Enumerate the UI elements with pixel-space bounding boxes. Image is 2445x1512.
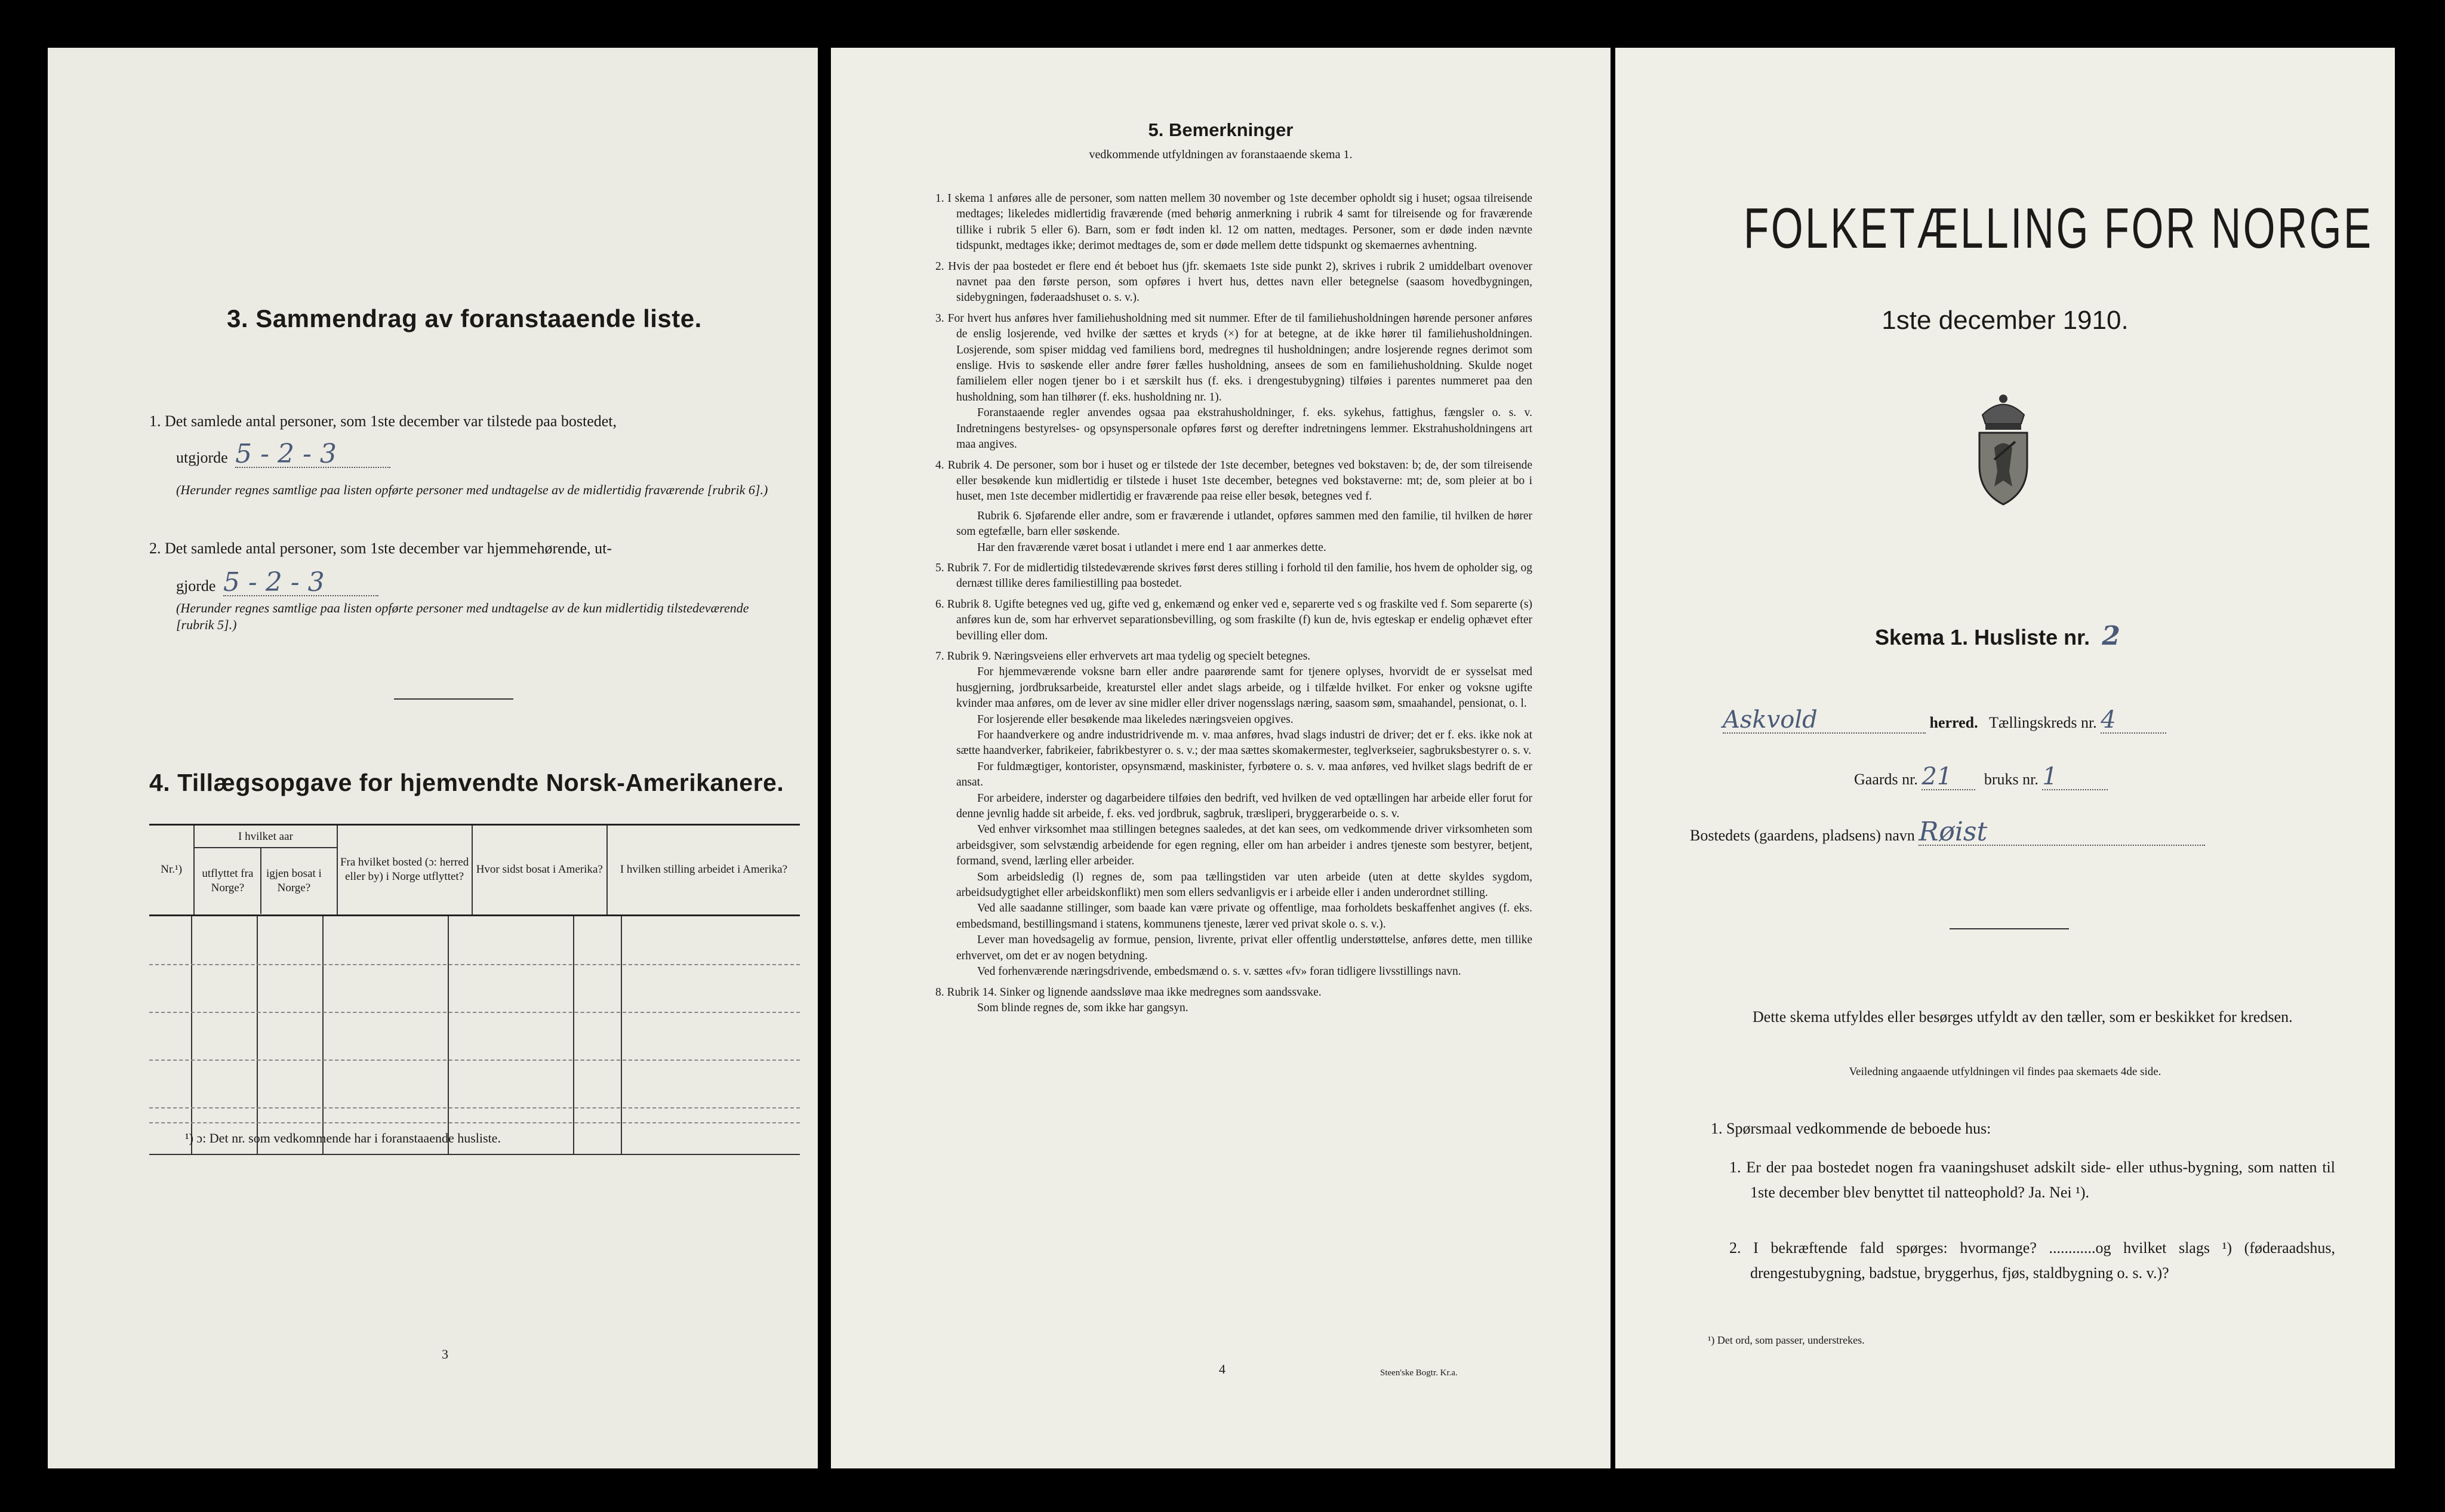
- table-footnote: ¹) ɔ: Det nr. som vedkommende har i foranstaaende husliste.: [185, 1131, 501, 1145]
- col-igjen: igjen bosat i Norge?: [260, 848, 326, 914]
- item-1-utgjorde: [176, 439, 390, 470]
- cover-title: FOLKETÆLLING FOR NORGE: [1744, 196, 2373, 260]
- remarks-subtitle: vedkommende utfyldningen av foranstaaende skema 1.: [1089, 148, 1353, 161]
- col-fra-hvilket: Fra hvilket bosted (ɔ: herred eller by) i Norge utflyttet?: [337, 826, 472, 915]
- remark-item: Ved enhver virksomhet maa stillingen betegnes saaledes, at det kan sees, om vedkommende driver virksomheten som arbeidsgiver, som selvstændig arbeidende for egen regning, eller om han arbeider i andres tjeneste som bestyrer, betjent, formand, svend, lærling eller arbeider.: [956, 823, 1532, 868]
- bruks-value: 1: [2042, 764, 2108, 790]
- kreds-label: Tællingskreds nr.: [1989, 714, 2097, 731]
- remark-item: Ved forhenværende næringsdrivende, embedsmænd o. s. v. sættes «fv» foran tidligere livsstillings navn.: [977, 965, 1461, 978]
- remark-item: For hjemmeværende voksne barn eller andre paarørende samt for tjenere oplyses, hvorvidt de er sysselsat med husgjerning, jordbruksarbeide, kreaturstel eller andet slags arbeide, og i tilfælde hvilket. For enker og voksne ugifte kvinder maa anføres, om de lever av sine midler eller driver nogensslags næring, saasom søm, smaahandel, pensionat, o. l.: [956, 666, 1532, 710]
- table-row: [149, 964, 800, 965]
- page-number: 3: [442, 1347, 448, 1362]
- item-2-utgjorde: [176, 567, 378, 599]
- cover-intro: Dette skema utfyldes eller besørges utfyldt av den tæller, som er beskikket for kredsen.: [1753, 1008, 2293, 1026]
- remark-item: Lever man hovedsagelig av formue, pension, livrente, privat eller offentlig understøttelse, anføres dette, men tillike erhvervet, om det er av nogen betydning.: [956, 934, 1532, 962]
- question-2: 2. I bekræftende fald spørges: hvormange? ............og hvilket slags ¹) (føderaadshus, drengestubygning, badstue, bryggerhus, fjøs, staldbygning o. s. v.)?: [1729, 1239, 2335, 1282]
- item-1-text: 1. Det samlede antal personer, som 1ste december var tilstede paa bostedet,: [149, 412, 617, 430]
- section-4-title: 4. Tillægsopgave for hjemvendte Norsk-Amerikanere.: [149, 769, 784, 796]
- cover-footnote: ¹) Det ord, som passer, understrekes.: [1708, 1334, 1865, 1346]
- remark-item: 7. Rubrik 9. Næringsveiens eller erhvervets art maa tydelig og specielt betegnes.: [935, 649, 1311, 663]
- kreds-value: 4: [2101, 707, 2166, 734]
- coat-of-arms-icon: [1959, 382, 2048, 507]
- col-group-label: I hvilket aar: [195, 826, 336, 848]
- gaards-line: [1854, 764, 2108, 792]
- question-1: 1. Er der paa bostedet nogen fra vaaningshuset adskilt side- eller uthus-bygning, som natten til 1ste december blev benyttet til natteophold? Ja. Nei ¹).: [1729, 1159, 2335, 1201]
- remarks-title: 5. Bemerkninger: [1148, 119, 1294, 140]
- herred-line: [1723, 707, 2355, 735]
- remark-item: Ved alle saadanne stillinger, som baade kan være private og offentlige, maa forholdets beskaffenhet angives (f. eks. embedsmand, bestillingsmand i statens, kommunens tjeneste, lærer ved privat skole o. s. v.).: [956, 902, 1532, 931]
- page-3: [48, 48, 818, 1468]
- page-4: [831, 48, 1611, 1468]
- remark-item: Som blinde regnes de, som ikke har gangsyn.: [977, 1001, 1188, 1014]
- norsk-amerikanere-table: [149, 824, 800, 1155]
- remark-item: Foranstaaende regler anvendes ogsaa paa ekstrahusholdninger, f. eks. sykehus, fattighus, fængsler o. s. v. Indretningens bestyrelses- og opsynspersonale opføres først og derefter indretningens lemmer. Ekstrahusholdningens art maa angives.: [956, 407, 1532, 451]
- remark-item: Som arbeidsledig (l) regnes de, som paa tællingstiden var uten arbeide (uten at dette skyldes sygdom, arbeidsudygtighet eller arbeidskonflikt) men som ellers sedvanligvis er i arbeide eller i anden underordnet stilling.: [956, 870, 1532, 900]
- col-group-year: [194, 826, 337, 915]
- bosted-label: Bostedets (gaardens, pladsens) navn: [1690, 827, 1915, 844]
- herred-label: herred.: [1929, 714, 1978, 731]
- item-1-handwritten-value: 5 - 2 - 3: [235, 442, 390, 468]
- skema-label: Skema 1. Husliste nr.: [1875, 625, 2090, 649]
- table-footer-rule: [149, 1122, 800, 1123]
- remark-item: Har den fraværende været bosat i utlandet i mere end 1 aar anmerkes dette.: [977, 541, 1326, 554]
- item-2-note: (Herunder regnes samtlige paa listen opførte personer med undtagelse av de kun midlertidig tilstedeværende [rubrik 5].): [176, 601, 749, 632]
- cover-intro-small: Veiledning angaaende utfyldningen vil findes paa skemaets 4de side.: [1849, 1066, 2161, 1078]
- page-number: 4: [1219, 1362, 1225, 1376]
- remark-item: 8. Rubrik 14. Sinker og lignende aandssløve maa ikke medregnes som aandssvake.: [935, 986, 1322, 999]
- printer-mark: Steen'ske Bogtr. Kr.a.: [1380, 1368, 1458, 1378]
- herred-value: Askvold: [1723, 707, 1926, 734]
- bruks-label: bruks nr.: [1984, 771, 2038, 788]
- col-nr: Nr.¹): [149, 826, 194, 915]
- table-row: [149, 1012, 800, 1013]
- item-2-text: 2. Det samlede antal personer, som 1ste december var hjemmehørende, ut-: [149, 540, 612, 557]
- col-hvor-sidst: Hvor sidst bosat i Amerika?: [472, 826, 607, 915]
- bosted-line: [1690, 817, 2205, 848]
- col-stilling: I hvilken stilling arbeidet i Amerika?: [607, 826, 800, 915]
- remarks-list: [935, 191, 1532, 1016]
- remark-item: Rubrik 6. Sjøfarende eller andre, som er fraværende i utlandet, opføres sammen med den familie, til hvilken de hører som egtefælle, barn eller søskende.: [956, 509, 1532, 538]
- col-utflyttet: utflyttet fra Norge?: [202, 867, 254, 895]
- remark-item: 4. Rubrik 4. De personer, som bor i huset og er tilstede der 1ste december, betegnes ved bokstaven: b; de, der som tilreisende eller besøkende kun midlertidig er tilstede i huset 1ste december, betegnes ved bokstaverne: mt; de, som pleier at bo i huset, men 1ste december midlertidig er fraværende paa reise eller besøk, betegnes ved f.: [935, 458, 1532, 503]
- table-row: [149, 1060, 800, 1061]
- remark-item: 1. I skema 1 anføres alle de personer, som natten mellem 30 november og 1ste december opholdt sig i huset; ogsaa tilreisende medtages; likeledes midlertidig fraværende (med behørig anmerkning i rubrik 4 samt for tilreisende og for fraværende tillike i rubrik 5 eller 6). Barn, som er født inden kl. 12 om natten, medtages. Personer, som er døde inden nævnte tidspunkt, medtages ikke; derimot medtages de, som er døde mellem dette tidspunkt og skemaernes avhentning.: [935, 192, 1532, 252]
- remark-item: 3. For hvert hus anføres hver familiehusholdning med sit nummer. Efter de til familiehusholdningen hørende personer anføres de enslig losjerende, ved hvilke der sættes et kryds (×) for at betegne, at de ikke hører til familiehusholdningen. Losjerende, som spiser middag ved familiens bord, medregnes til husholdningen; andre losjerende regnes derimot som enslige. Hvis to søskende eller andre fører fælles husholdning, ansees de som en familiehusholdning. Skulde noget familielem eller nogen tjener bo i et særskilt hus (f. eks. i drengestubygning) tilføies i parentes nummeret paa den husholdning, som han tilhører (f. eks. husholdning nr. 1).: [935, 312, 1532, 404]
- item-1-label: utgjorde: [176, 449, 228, 466]
- cover-page: [1615, 48, 2395, 1468]
- item-2-label: gjorde: [176, 577, 216, 595]
- separator-rule: [394, 698, 513, 700]
- remark-item: For fuldmægtiger, kontorister, opsynsmænd, maskinister, fyrbøtere o. s. v. maa anføres, ved hvilket slags bedrift de er ansat.: [956, 760, 1532, 789]
- item-1-note: (Herunder regnes samtlige paa listen opførte personer med undtagelse av de midlertidig fraværende [rubrik 6].): [176, 482, 768, 497]
- question-heading: 1. Spørsmaal vedkommende de beboede hus:: [1711, 1120, 1991, 1137]
- table-row: [149, 1107, 800, 1108]
- remark-item: For losjerende eller besøkende maa likeledes næringsveien opgives.: [977, 713, 1294, 726]
- husliste-value: 2: [2102, 621, 2120, 651]
- remark-item: 2. Hvis der paa bostedet er flere end ét beboet hus (jfr. skemaets 1ste side punkt 2), skrives i rubrik 2 umiddelbart ovenover navnet paa den første person, som opføres i hvert hus, dettes navn eller betegnelse (saasom hovedbygningen, sidebygningen, føderaadshuset o. s. v.).: [935, 260, 1532, 304]
- gaards-value: 21: [1921, 764, 1975, 790]
- skema-line: [1875, 621, 2120, 651]
- gaards-label: Gaards nr.: [1854, 771, 1918, 788]
- table-body: [149, 916, 800, 1155]
- item-2-handwritten-value: 5 - 2 - 3: [223, 570, 378, 596]
- bosted-value: Røist: [1919, 820, 2205, 846]
- remark-item: 5. Rubrik 7. For de midlertidig tilstedeværende skrives først deres stilling i forhold til den familie, hos hvem de opholder sig, og dernæst tillike deres familiestilling paa bostedet.: [935, 561, 1532, 590]
- section-3-title: 3. Sammendrag av foranstaaende liste.: [227, 304, 702, 332]
- remark-item: 6. Rubrik 8. Ugifte betegnes ved ug, gifte ved g, enkemænd og enker ved e, separerte ved s og fraskilte ved f. Som separerte (s) anføres kun de, som har erhvervet separationsbevilling, og som fraskilte (f) kun de, hvis egteskap er endelig ophævet efter bevilling eller dom.: [935, 598, 1532, 642]
- remark-item: For arbeidere, inderster og dagarbeidere tilføies den bedrift, ved hvilken de ved optællingen har arbeide eller forut for denne jevnlig hadde sit arbeide, f. eks. ved jordbruk, sagbruk, træsliperi, bryggerarbeide o. s. v.: [956, 792, 1532, 821]
- table-bottom: [149, 1154, 800, 1155]
- cover-date: 1ste december 1910.: [1882, 306, 2129, 335]
- remark-item: For haandverkere og andre industridrivende m. v. maa anføres, hvad slags industri de driver; det er f. eks. ikke nok at sætte haandverker, fabrikeier, fabrikbestyrer o. s. v.; der maa sættes skomakermester, teglverkseier, sagbruksbestyrer o. s. v.: [956, 729, 1532, 757]
- separator-rule: [1950, 928, 2069, 929]
